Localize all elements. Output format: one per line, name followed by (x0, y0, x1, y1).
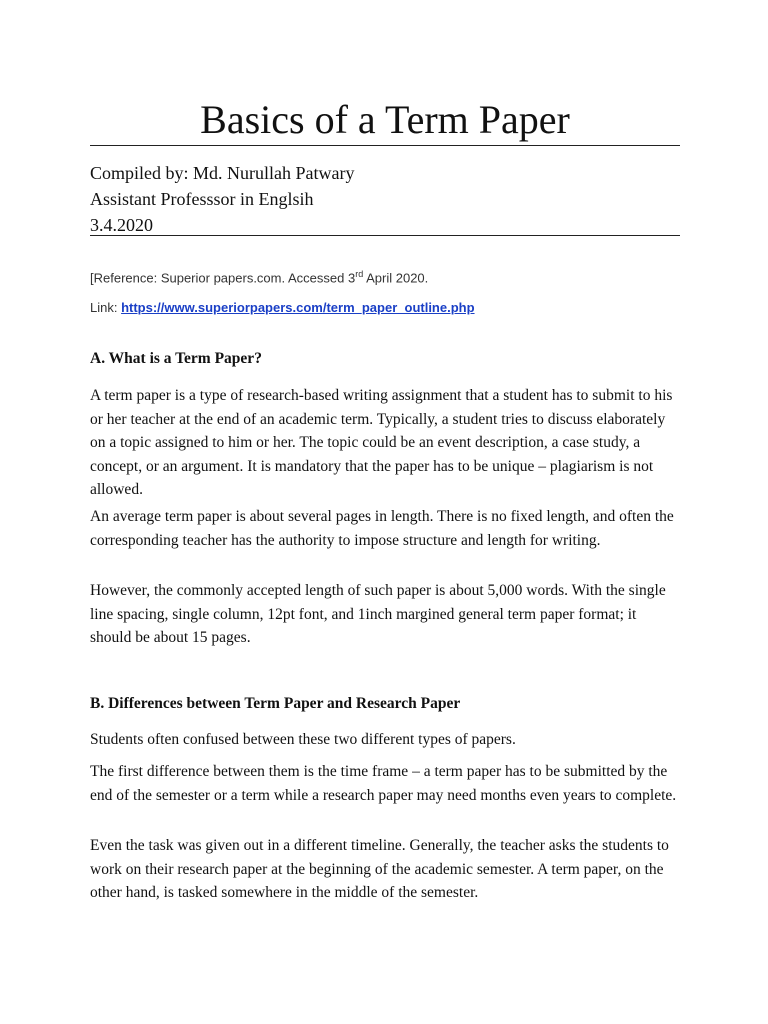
reference-prefix: [Reference: Superior papers.com. Accessed 3 (90, 270, 356, 286)
reference-line (90, 265, 475, 287)
author-divider (90, 235, 680, 236)
paragraph-b2: The first difference between them is the time frame – a term paper has to be submitted by the end of the semester or a term while a research paper may need months even years to complete. (90, 763, 677, 804)
title-divider (90, 145, 680, 146)
reference-superscript: rd (355, 269, 364, 279)
reference-link-line (90, 299, 475, 317)
paragraph-a1: A term paper is a type of research-based writing assignment that a student has to submit to his or her teacher at the end of an academic term. Typically, a student tries to discuss elaborately on a topic assigned to him or her. The topic could be an event description, a case study, a concept, or an argument. It is mandatory that the paper has to be unique – plagiarism is not allowed. (90, 387, 673, 498)
link-label: Link: (90, 300, 122, 316)
section-heading-b: B. Differences between Term Paper and Research Paper (90, 695, 461, 712)
paragraph-b1: Students often confused between these two different types of papers. (90, 731, 516, 748)
reference-block (90, 265, 475, 317)
date-line: 3.4.2020 (90, 215, 153, 235)
compiled-by-line: Compiled by: Md. Nurullah Patwary (90, 163, 355, 183)
page-title: Basics of a Term Paper (200, 97, 570, 142)
paragraph-a2: An average term paper is about several pages in length. There is no fixed length, and often the corresponding teacher has the authority to impose structure and length for writing. (90, 508, 674, 549)
author-position-line: Assistant Professsor in Englsih (90, 189, 314, 209)
author-block (90, 160, 354, 238)
paragraph-b3: Even the task was given out in a different timeline. Generally, the teacher asks the students to work on their research paper at the beginning of the academic semester. A term paper, on the other hand, is tasked somewhere in the middle of the semester. (90, 837, 669, 901)
section-heading-a: A. What is a Term Paper? (90, 350, 262, 367)
reference-suffix: April 2020. (363, 270, 429, 286)
reference-link[interactable]: https://www.superiorpapers.com/term_paper_outline.php (121, 300, 475, 316)
paragraph-a3: However, the commonly accepted length of such paper is about 5,000 words. With the single line spacing, single column, 12pt font, and 1inch margined general term paper format; it should be about 15 pages. (90, 582, 666, 646)
